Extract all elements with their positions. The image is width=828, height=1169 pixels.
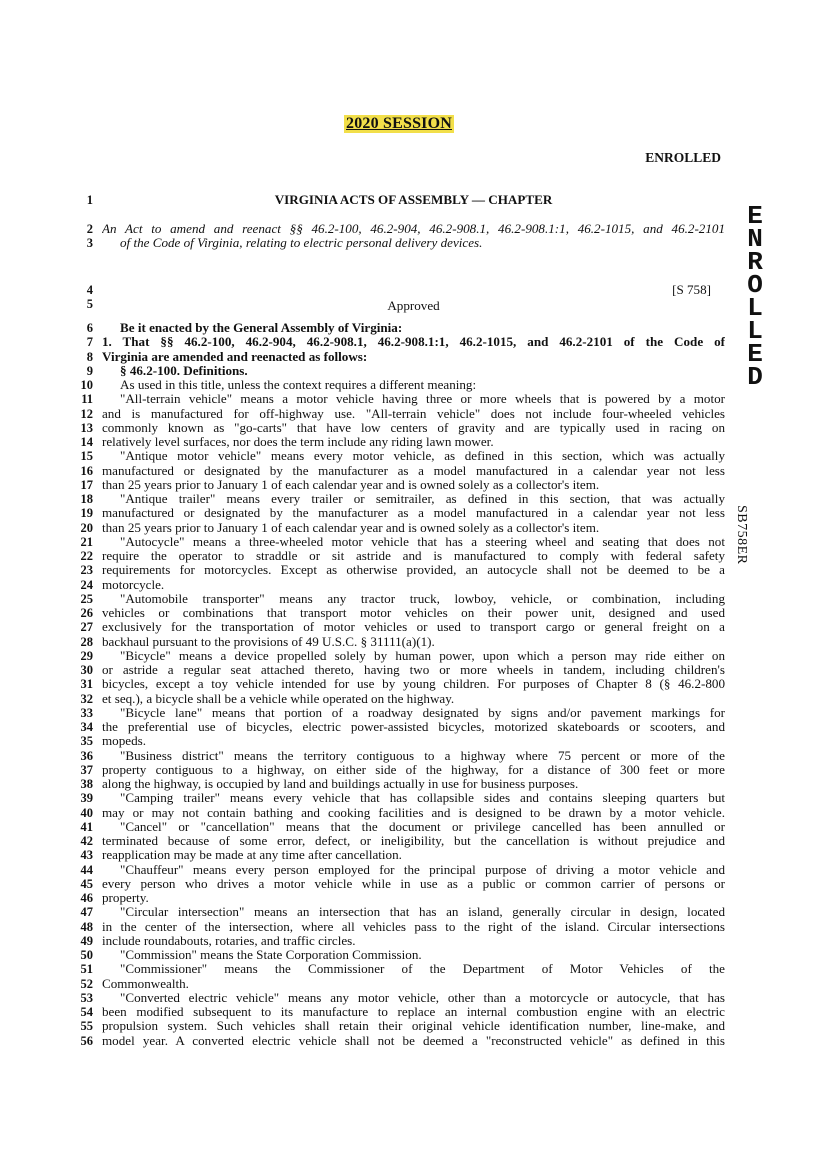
line-number: 55 [80, 1019, 93, 1034]
text-line: include roundabouts, rotaries, and traffic circles. [102, 933, 356, 948]
line-number: 21 [80, 534, 93, 549]
line-number: 15 [80, 449, 93, 464]
line-number: 8 [86, 349, 93, 364]
text-line: § 46.2-100. Definitions. [120, 363, 248, 378]
text-line: every person who drives a motor vehicle while in use as a public or common carrier of persons or [102, 876, 725, 891]
side-bill-number: SB758ER [734, 505, 749, 565]
text-line: been modified subsequent to its manufacture to replace an internal combustion engine with an electric [102, 1005, 725, 1019]
text-line: "Automobile transporter" means any tractor truck, lowboy, vehicle, or combination, including [120, 591, 725, 606]
text-line: "Autocycle" means a three-wheeled motor vehicle that has a steering wheel and seating that does not [120, 534, 725, 549]
text-line: along the highway, is occupied by land and buildings actually in use for business purposes. [102, 777, 579, 791]
text-line: than 25 years prior to January 1 of each calendar year and is owned solely as a collector's item. [102, 520, 600, 535]
text-line: motorcycle. [102, 577, 165, 592]
text-line: relatively level surfaces, nor does the term include any riding lawn mower. [102, 435, 494, 449]
text-line: manufactured or designated by the manufacturer as a model manufactured in a calendar year not less [102, 463, 725, 478]
text-line: manufactured or designated by the manufacturer as a model manufactured in a calendar year not less [102, 506, 725, 521]
text-line: "Business district" means the territory contiguous to a highway where 75 percent or more of the [120, 748, 725, 763]
text-line: require the operator to straddle or sit astride and is manufactured to comply with federal safety [102, 549, 725, 563]
line-number: 24 [80, 577, 93, 592]
line-number: 5 [86, 297, 93, 311]
line-number: 51 [80, 962, 93, 977]
text-line: "Chauffeur" means every person employed for the principal purpose of driving a motor vehicle and [120, 862, 725, 877]
text-line: "Bicycle" means a device propelled solely by human power, upon which a person may ride either on [120, 648, 725, 663]
line-number: 36 [80, 748, 93, 763]
line-number: 47 [80, 905, 93, 920]
text-line: exclusively for the transportation of motor vehicles or used to transport cargo or general freight on a [102, 620, 725, 635]
line-number: 12 [80, 406, 93, 421]
text-line: reapplication may be made at any time after cancellation. [102, 848, 402, 863]
line-number: 1 [86, 193, 93, 207]
text-line: "All-terrain vehicle" means a motor vehicle having three or more wheels that is powered by a motor [120, 392, 725, 407]
text-line: may or may not contain bathing and cooking facilities and is designed to be drawn by a motor vehicle. [102, 805, 725, 820]
text-line: or astride a regular seat attached thereto, having two or more wheels in tandem, including children's [102, 663, 725, 677]
text-line: An Act to amend and reenact §§ 46.2-100, 46.2-904, 46.2-908.1, 46.2-908.1:1, 46.2-1015, and 46.2-2101 [102, 222, 725, 236]
text-line: Commonwealth. [102, 976, 189, 991]
text-line: "Commission" means the State Corporation Commission. [120, 948, 422, 962]
line-number: 46 [80, 891, 93, 905]
line-number: 32 [80, 691, 93, 706]
line-number: 38 [80, 777, 93, 791]
line-number: 10 [80, 378, 93, 392]
line-number: 14 [80, 435, 93, 449]
line-number: 25 [80, 591, 93, 606]
line-number: 54 [80, 1005, 93, 1019]
line-number: 3 [86, 236, 93, 250]
line-number: 27 [80, 620, 93, 635]
line-number: 7 [86, 335, 93, 350]
line-number: 50 [80, 948, 93, 962]
text-line: 1. That §§ 46.2-100, 46.2-904, 46.2-908.1, 46.2-908.1:1, 46.2-1015, and 46.2-2101 of the Code of [102, 335, 725, 350]
text-line: "Antique motor vehicle" means every motor vehicle, as defined in this section, which was actually [120, 449, 725, 464]
line-number: 43 [80, 848, 93, 863]
text-line: the preferential use of bicycles, electric power-assisted bicycles, motorized skateboards or scooters, and [102, 720, 725, 734]
line-number: 16 [80, 463, 93, 478]
line-number: 52 [80, 976, 93, 991]
line-number: 37 [80, 762, 93, 777]
text-line: Approved [387, 299, 440, 313]
line-number: 28 [80, 634, 93, 649]
text-line: than 25 years prior to January 1 of each calendar year and is owned solely as a collector's item. [102, 477, 600, 492]
text-line: "Circular intersection" means an intersection that has an island, generally circular in design, located [120, 905, 725, 920]
text-line: Virginia are amended and reenacted as follows: [102, 349, 368, 364]
line-number: 41 [80, 819, 93, 834]
line-number: 30 [80, 663, 93, 677]
text-line: [S 758] [672, 283, 711, 297]
text-line: in the center of the intersection, where all vehicles pass to the right of the island. Circular intersections [102, 919, 725, 934]
line-number: 4 [86, 283, 93, 297]
text-line: requirements for motorcycles. Except as otherwise provided, an autocycle shall not be deemed to be a [102, 563, 725, 578]
text-line: and is manufactured for off-highway use. "All-terrain vehicle" does not include four-wheeled vehicles [102, 406, 725, 421]
line-number: 45 [80, 876, 93, 891]
line-number: 34 [80, 720, 93, 734]
line-number: 49 [80, 933, 93, 948]
line-number: 22 [80, 549, 93, 563]
text-line: model year. A converted electric vehicle shall not be deemed a "reconstructed vehicle" as defined in this [102, 1033, 725, 1048]
text-line: of the Code of Virginia, relating to electric personal delivery devices. [120, 236, 483, 250]
line-number: 19 [80, 506, 93, 521]
text-line: et seq.), a bicycle shall be a vehicle while operated on the highway. [102, 691, 455, 706]
text-line: propulsion system. Such vehicles shall retain their original vehicle identification number, line-make, and [102, 1019, 725, 1034]
text-line: terminated because of some error, defect, or ineligibility, but the cancellation is without prejudice and [102, 834, 725, 848]
line-number: 23 [80, 563, 93, 578]
text-line: "Commissioner" means the Commissioner of the Department of Motor Vehicles of the [120, 962, 725, 977]
line-number: 42 [80, 834, 93, 848]
text-line: VIRGINIA ACTS OF ASSEMBLY — CHAPTER [274, 193, 553, 207]
line-number: 56 [80, 1033, 93, 1048]
line-number: 35 [80, 734, 93, 749]
line-number: 2 [86, 222, 93, 236]
line-number: 26 [80, 606, 93, 620]
line-number: 6 [86, 321, 93, 335]
text-line: property contiguous to a highway, on either side of the highway, for a distance of 300 feet or more [102, 762, 725, 777]
line-number: 53 [80, 990, 93, 1005]
line-number: 29 [80, 648, 93, 663]
line-number: 44 [80, 862, 93, 877]
line-number: 40 [80, 805, 93, 820]
text-line: "Camping trailer" means every vehicle that has collapsible sides and contains sleeping quarters but [120, 791, 725, 806]
session-title: 2020 SESSION [346, 115, 452, 132]
line-number: 31 [80, 677, 93, 692]
text-line: "Cancel" or "cancellation" means that the document or privilege cancelled has been annulled or [120, 819, 725, 834]
line-number: 39 [80, 791, 93, 806]
side-enrolled-stamp: ENROLLED [747, 201, 763, 392]
text-line: property. [102, 891, 149, 905]
text-line: mopeds. [102, 734, 147, 749]
text-line: Be it enacted by the General Assembly of Virginia: [120, 321, 403, 335]
text-line: commonly known as "go-carts" that have low centers of gravity and are typically used in racing on [102, 420, 725, 435]
line-number: 9 [86, 363, 93, 378]
text-line: "Converted electric vehicle" means any motor vehicle, other than a motorcycle or autocycle, that has [120, 990, 725, 1005]
enrolled-label: ENROLLED [645, 150, 721, 165]
text-line: backhaul pursuant to the provisions of 49 U.S.C. § 31111(a)(1). [102, 634, 435, 649]
line-number: 20 [80, 520, 93, 535]
line-number: 17 [80, 477, 93, 492]
line-number: 48 [80, 919, 93, 934]
text-line: vehicles or combinations that transport motor vehicles on their power unit, designed and used [102, 606, 725, 620]
line-number: 13 [80, 420, 93, 435]
line-number: 33 [80, 705, 93, 720]
text-line: As used in this title, unless the context requires a different meaning: [120, 378, 477, 392]
text-line: "Bicycle lane" means that portion of a roadway designated by signs and/or pavement markings for [120, 705, 725, 720]
text-line: "Antique trailer" means every trailer or semitrailer, as defined in this section, that was actually [120, 492, 725, 506]
line-number: 11 [81, 392, 93, 407]
text-line: bicycles, except a toy vehicle intended for use by young children. For purposes of Chapter 8 (§ 46.2-800 [102, 677, 725, 692]
line-number: 18 [80, 492, 93, 506]
